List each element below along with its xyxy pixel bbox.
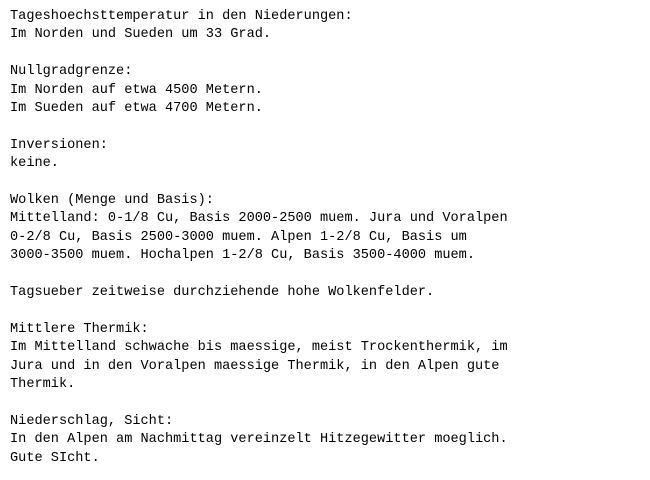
- section-text-line: 3000-3500 muem. Hochalpen 1-2/8 Cu, Basis 3500-4000 muem.: [10, 248, 475, 264]
- section-text-line: 0-2/8 Cu, Basis 2500-3000 muem. Alpen 1-2/8 Cu, Basis um: [10, 229, 467, 245]
- section-heading: Tageshoechsttemperatur in den Niederungen:: [10, 9, 353, 24]
- section-text-line: Thermik.: [10, 377, 76, 393]
- section-text-line: Tagsueber zeitweise durchziehende hohe Wolkenfelder.: [10, 285, 435, 301]
- section-text-line: Im Mittelland schwache bis maessige, meist Trockenthermik, im: [10, 340, 508, 356]
- section-heading: Wolken (Menge und Basis):: [10, 193, 214, 209]
- section-heading: Mittlere Thermik:: [10, 321, 149, 337]
- section-clouds: [10, 192, 650, 266]
- section-text-line: Im Norden und Sueden um 33 Grad.: [10, 27, 272, 43]
- section-heading: Inversionen:: [10, 137, 108, 153]
- section-text-line: In den Alpen am Nachmittag vereinzelt Hitzegewitter moeglich.: [10, 432, 508, 448]
- section-thermals: [10, 321, 650, 395]
- section-text-line: Im Sueden auf etwa 4700 Metern.: [10, 101, 263, 117]
- section-heading: Nullgradgrenze:: [10, 64, 133, 80]
- section-precipitation-visibility: [10, 413, 650, 468]
- section-high-clouds-note: [10, 284, 650, 302]
- section-freezing-level: [10, 63, 650, 118]
- section-heading: Niederschlag, Sicht:: [10, 413, 174, 429]
- section-text-line: Mittelland: 0-1/8 Cu, Basis 2000-2500 muem. Jura und Voralpen: [10, 211, 508, 227]
- section-text-line: Jura und in den Voralpen maessige Thermik, in den Alpen gute: [10, 358, 500, 374]
- section-text-line: Gute SIcht.: [10, 450, 100, 466]
- section-inversions: [10, 137, 650, 174]
- section-text-line: keine.: [10, 156, 59, 172]
- section-text-line: Im Norden auf etwa 4500 Metern.: [10, 82, 263, 98]
- section-max-temperature: [10, 8, 650, 45]
